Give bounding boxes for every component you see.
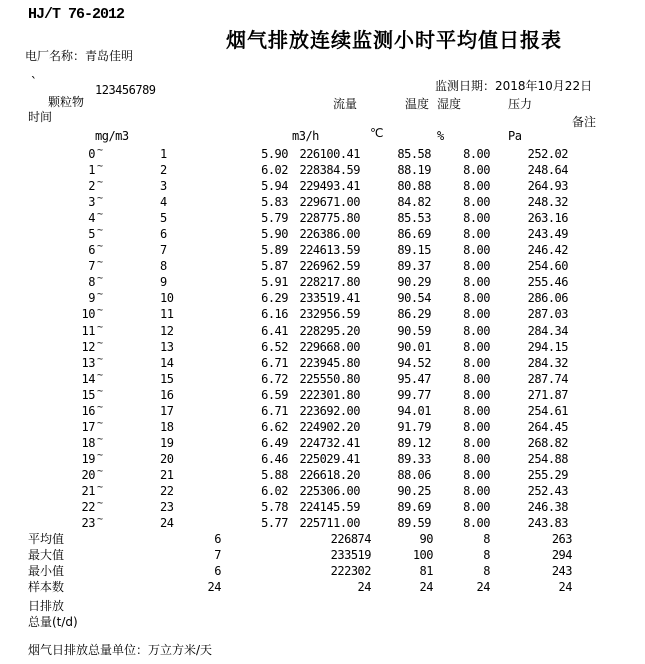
hour-end: 17 — [160, 403, 174, 418]
hour-end: 3 — [160, 179, 167, 194]
column-header-pressure: 压力 — [508, 97, 533, 111]
tilde-separator: ~ — [97, 369, 103, 381]
humidity-value: 8.00 — [463, 467, 490, 482]
particulate-value: 5.87 — [261, 259, 288, 274]
humidity-value: 8.00 — [463, 435, 490, 450]
summary-row — [0, 564, 645, 580]
particulate-value: 6.49 — [261, 435, 288, 450]
temperature-value: 90.54 — [397, 291, 431, 306]
flow-value: 229493.41 — [299, 179, 360, 194]
data-table — [0, 147, 645, 628]
tilde-separator: ~ — [97, 449, 103, 461]
tilde-separator: ~ — [97, 305, 103, 317]
temperature-value: 85.58 — [397, 147, 431, 161]
particulate-value: 6.02 — [261, 163, 288, 178]
tilde-separator: ~ — [97, 241, 103, 253]
temperature-value: 88.19 — [397, 163, 431, 178]
particulate-value: 6.62 — [261, 419, 288, 434]
summary-pressure: 243 — [551, 564, 572, 579]
pressure-value: 284.32 — [527, 355, 568, 370]
temperature-value: 85.53 — [397, 211, 431, 226]
footer-note: 烟气日排放总量单位：万立方米/天 — [28, 643, 213, 657]
humidity-value: 8.00 — [463, 500, 490, 515]
humidity-value: 8.00 — [463, 451, 490, 466]
pressure-value: 243.49 — [527, 227, 568, 242]
flow-value: 226618.20 — [299, 467, 360, 482]
temperature-value: 88.06 — [397, 467, 431, 482]
tilde-separator: ~ — [97, 289, 103, 301]
temperature-value: 94.01 — [397, 403, 431, 418]
temperature-value: 90.29 — [397, 275, 431, 290]
hour-start: 21 — [81, 483, 95, 498]
summary-row — [0, 548, 645, 564]
temperature-value: 89.15 — [397, 243, 431, 258]
temperature-value: 84.82 — [397, 195, 431, 210]
hourly-rows — [0, 147, 645, 532]
pressure-value: 252.43 — [527, 483, 568, 498]
pressure-value: 287.03 — [527, 307, 568, 322]
hour-start: 8 — [88, 275, 95, 290]
tilde-separator: ~ — [97, 209, 103, 221]
summary-rows — [0, 532, 645, 596]
flow-value: 225711.00 — [299, 516, 360, 531]
temperature-value: 89.37 — [397, 259, 431, 274]
particulate-value: 6.71 — [261, 403, 288, 418]
hour-end: 14 — [160, 355, 174, 370]
hour-end: 23 — [160, 500, 174, 515]
summary-particulate: 24 — [207, 580, 221, 595]
daily-emission-label-line1: 日排放 — [28, 599, 65, 614]
particulate-value: 5.91 — [261, 275, 288, 290]
hour-row — [0, 516, 645, 532]
standard-code: HJ/T 76-2012 — [28, 6, 125, 23]
tilde-separator: ~ — [97, 145, 103, 156]
humidity-value: 8.00 — [463, 355, 490, 370]
hour-end: 18 — [160, 419, 174, 434]
flow-value: 225029.41 — [299, 451, 360, 466]
daily-emission-label-line2: 总量(t/d) — [28, 615, 78, 630]
pressure-value: 243.83 — [527, 516, 568, 531]
particulate-value: 5.83 — [261, 195, 288, 210]
particulate-value: 5.78 — [261, 500, 288, 515]
hour-end: 9 — [160, 275, 167, 290]
pressure-value: 263.16 — [527, 211, 568, 226]
pressure-value: 287.74 — [527, 371, 568, 386]
hour-end: 11 — [160, 307, 174, 322]
temperature-value: 89.33 — [397, 451, 431, 466]
summary-temperature: 24 — [419, 580, 433, 595]
hour-start: 2 — [88, 179, 95, 194]
temperature-value: 90.25 — [397, 483, 431, 498]
summary-label: 最大值 — [28, 548, 65, 563]
hour-start: 17 — [81, 419, 95, 434]
temperature-value: 91.79 — [397, 419, 431, 434]
humidity-value: 8.00 — [463, 195, 490, 210]
particulate-value: 6.29 — [261, 291, 288, 306]
hour-end: 19 — [160, 435, 174, 450]
humidity-value: 8.00 — [463, 387, 490, 402]
tilde-separator: ~ — [97, 498, 103, 510]
hour-end: 24 — [160, 516, 174, 531]
tilde-separator: ~ — [97, 353, 103, 365]
particulate-value: 6.59 — [261, 387, 288, 402]
hour-start: 10 — [81, 307, 95, 322]
tilde-separator: ~ — [97, 177, 103, 189]
hour-end: 5 — [160, 211, 167, 226]
particulate-value: 6.41 — [261, 323, 288, 338]
tilde-separator: ~ — [97, 514, 103, 526]
pressure-value: 271.87 — [527, 387, 568, 402]
summary-humidity: 24 — [476, 580, 490, 595]
column-header-particulate: 颗粒物 — [48, 95, 85, 109]
humidity-value: 8.00 — [463, 291, 490, 306]
particulate-value: 5.88 — [261, 467, 288, 482]
flow-value: 226100.41 — [299, 147, 360, 161]
hour-end: 13 — [160, 339, 174, 354]
hour-start: 1 — [88, 163, 95, 178]
humidity-value: 8.00 — [463, 179, 490, 194]
particulate-value: 6.72 — [261, 371, 288, 386]
summary-label: 样本数 — [28, 580, 65, 595]
flow-value: 223945.80 — [299, 355, 360, 370]
summary-flow: 222302 — [330, 564, 371, 579]
flow-value: 224145.59 — [299, 500, 360, 515]
flow-value: 222301.80 — [299, 387, 360, 402]
hour-start: 3 — [88, 195, 95, 210]
hour-end: 1 — [160, 147, 167, 161]
flow-value: 233519.41 — [299, 291, 360, 306]
humidity-value: 8.00 — [463, 275, 490, 290]
temperature-value: 89.59 — [397, 516, 431, 531]
flow-value: 225550.80 — [299, 371, 360, 386]
hour-end: 8 — [160, 259, 167, 274]
pressure-value: 246.38 — [527, 500, 568, 515]
tilde-separator: ~ — [97, 417, 103, 429]
flow-value: 229671.00 — [299, 195, 360, 210]
particulate-value: 6.71 — [261, 355, 288, 370]
hour-end: 21 — [160, 467, 174, 482]
flow-value: 228217.80 — [299, 275, 360, 290]
summary-particulate: 7 — [214, 548, 221, 563]
tilde-separator: ~ — [97, 321, 103, 333]
summary-label: 最小值 — [28, 564, 65, 579]
flow-value: 229668.00 — [299, 339, 360, 354]
hour-start: 22 — [81, 500, 95, 515]
column-header-time: 时间 — [28, 110, 53, 124]
humidity-value: 8.00 — [463, 147, 490, 161]
tilde-separator: ~ — [97, 193, 103, 205]
column-header-flow: 流量 — [333, 97, 358, 111]
daily-emission-row-1 — [0, 596, 645, 612]
tilde-separator: ~ — [97, 337, 103, 349]
pressure-value: 264.45 — [527, 419, 568, 434]
summary-pressure: 263 — [551, 532, 572, 547]
particulate-value: 5.94 — [261, 179, 288, 194]
temperature-value: 89.12 — [397, 435, 431, 450]
summary-particulate: 6 — [214, 564, 221, 579]
pressure-value: 255.46 — [527, 275, 568, 290]
summary-label: 平均值 — [28, 532, 65, 547]
temperature-value: 95.47 — [397, 371, 431, 386]
flow-value: 228384.59 — [299, 163, 360, 178]
tilde-separator: ~ — [97, 225, 103, 237]
summary-pressure: 294 — [551, 548, 572, 563]
hour-start: 0 — [88, 147, 95, 161]
summary-pressure: 24 — [558, 580, 572, 595]
hour-end: 16 — [160, 387, 174, 402]
humidity-value: 8.00 — [463, 307, 490, 322]
pressure-value: 254.61 — [527, 403, 568, 418]
hour-start: 20 — [81, 467, 95, 482]
flow-value: 228295.20 — [299, 323, 360, 338]
hour-end: 22 — [160, 483, 174, 498]
hour-end: 15 — [160, 371, 174, 386]
summary-temperature: 90 — [419, 532, 433, 547]
temperature-value: 99.77 — [397, 387, 431, 402]
temperature-value: 86.69 — [397, 227, 431, 242]
pressure-value: 255.29 — [527, 467, 568, 482]
humidity-value: 8.00 — [463, 516, 490, 531]
unit-pressure: Pa — [508, 129, 522, 143]
summary-humidity: 8 — [483, 564, 490, 579]
hour-start: 12 — [81, 339, 95, 354]
hour-start: 6 — [88, 243, 95, 258]
humidity-value: 8.00 — [463, 227, 490, 242]
column-header-temperature: 温度 — [405, 97, 430, 111]
hour-start: 23 — [81, 516, 95, 531]
tilde-separator: ~ — [97, 465, 103, 477]
pressure-value: 246.42 — [527, 243, 568, 258]
temperature-value: 90.59 — [397, 323, 431, 338]
pressure-value: 286.06 — [527, 291, 568, 306]
summary-particulate: 6 — [214, 532, 221, 547]
column-header-humidity: 湿度 — [437, 97, 462, 111]
summary-flow: 226874 — [330, 532, 371, 547]
summary-row — [0, 580, 645, 596]
tilde-separator: ~ — [97, 257, 103, 269]
hour-end: 6 — [160, 227, 167, 242]
hour-start: 13 — [81, 355, 95, 370]
tilde-separator: ~ — [97, 273, 103, 285]
summary-humidity: 8 — [483, 532, 490, 547]
humidity-value: 8.00 — [463, 323, 490, 338]
tilde-separator: ~ — [97, 401, 103, 413]
pressure-value: 284.34 — [527, 323, 568, 338]
flow-value: 226962.59 — [299, 259, 360, 274]
plant-name-line: 电厂名称：青岛佳明 — [25, 49, 134, 63]
hour-end: 12 — [160, 323, 174, 338]
pressure-value: 254.88 — [527, 451, 568, 466]
summary-temperature: 100 — [412, 548, 433, 563]
unit-temperature: ℃ — [370, 126, 384, 140]
temperature-value: 94.52 — [397, 355, 431, 370]
particulate-value: 5.79 — [261, 211, 288, 226]
tilde-separator: ~ — [97, 481, 103, 493]
humidity-value: 8.00 — [463, 371, 490, 386]
pressure-value: 294.15 — [527, 339, 568, 354]
pressure-value: 264.93 — [527, 179, 568, 194]
humidity-value: 8.00 — [463, 339, 490, 354]
hour-start: 5 — [88, 227, 95, 242]
hour-start: 16 — [81, 403, 95, 418]
summary-temperature: 81 — [419, 564, 433, 579]
serial-number: 123456789 — [95, 83, 156, 97]
hour-start: 11 — [81, 323, 95, 338]
hour-start: 19 — [81, 451, 95, 466]
particulate-value: 5.90 — [261, 227, 288, 242]
hour-start: 15 — [81, 387, 95, 402]
hour-start: 9 — [88, 291, 95, 306]
humidity-value: 8.00 — [463, 259, 490, 274]
hour-start: 14 — [81, 371, 95, 386]
tilde-separator: ~ — [97, 385, 103, 397]
humidity-value: 8.00 — [463, 163, 490, 178]
column-header-remark: 备注 — [572, 115, 597, 129]
tilde-separator: ~ — [97, 161, 103, 173]
humidity-value: 8.00 — [463, 243, 490, 258]
summary-flow: 24 — [357, 580, 371, 595]
temperature-value: 89.69 — [397, 500, 431, 515]
particulate-value: 5.90 — [261, 147, 288, 161]
hour-start: 7 — [88, 259, 95, 274]
daily-emission-row-2 — [0, 612, 645, 628]
temperature-value: 90.01 — [397, 339, 431, 354]
pressure-value: 268.82 — [527, 435, 568, 450]
summary-row — [0, 532, 645, 548]
humidity-value: 8.00 — [463, 403, 490, 418]
particulate-value: 5.89 — [261, 243, 288, 258]
humidity-value: 8.00 — [463, 483, 490, 498]
flow-value: 226386.00 — [299, 227, 360, 242]
unit-particulate: mg/m3 — [95, 129, 129, 143]
flow-value: 224613.59 — [299, 243, 360, 258]
hour-end: 2 — [160, 163, 167, 178]
summary-flow: 233519 — [330, 548, 371, 563]
flow-value: 224902.20 — [299, 419, 360, 434]
pressure-value: 252.02 — [527, 147, 568, 161]
humidity-value: 8.00 — [463, 419, 490, 434]
unit-humidity: % — [437, 129, 444, 143]
pressure-value: 248.64 — [527, 163, 568, 178]
pressure-value: 248.32 — [527, 195, 568, 210]
summary-humidity: 8 — [483, 548, 490, 563]
particulate-value: 5.77 — [261, 516, 288, 531]
particulate-value: 6.16 — [261, 307, 288, 322]
tick-mark: ` — [30, 76, 38, 91]
hour-end: 7 — [160, 243, 167, 258]
temperature-value: 80.88 — [397, 179, 431, 194]
flow-value: 225306.00 — [299, 483, 360, 498]
flow-value: 228775.80 — [299, 211, 360, 226]
tilde-separator: ~ — [97, 433, 103, 445]
particulate-value: 6.02 — [261, 483, 288, 498]
hour-end: 10 — [160, 291, 174, 306]
particulate-value: 6.52 — [261, 339, 288, 354]
hour-start: 18 — [81, 435, 95, 450]
humidity-value: 8.00 — [463, 211, 490, 226]
hour-end: 20 — [160, 451, 174, 466]
flow-value: 232956.59 — [299, 307, 360, 322]
pressure-value: 254.60 — [527, 259, 568, 274]
unit-flow: m3/h — [292, 129, 319, 143]
hour-start: 4 — [88, 211, 95, 226]
flow-value: 223692.00 — [299, 403, 360, 418]
hour-end: 4 — [160, 195, 167, 210]
report-title: 烟气排放连续监测小时平均值日报表 — [226, 28, 562, 52]
flow-value: 224732.41 — [299, 435, 360, 450]
monitor-date-line: 监测日期：2018年10月22日 — [435, 79, 593, 93]
temperature-value: 86.29 — [397, 307, 431, 322]
particulate-value: 6.46 — [261, 451, 288, 466]
